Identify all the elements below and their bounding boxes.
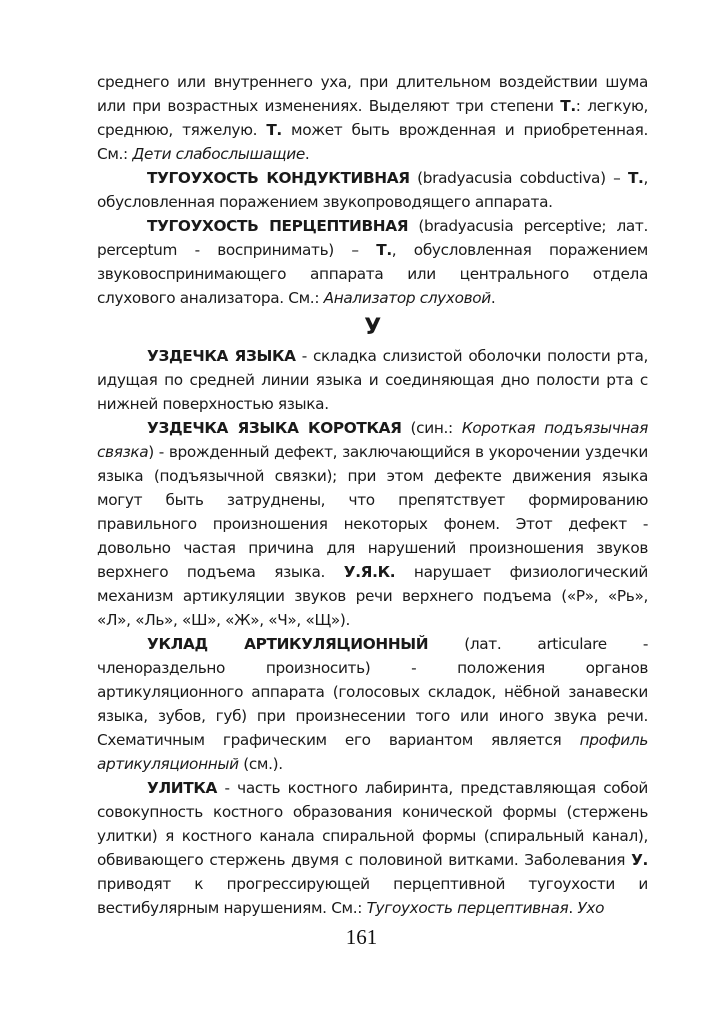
cross-reference: Дети слабослышащие bbox=[132, 145, 305, 163]
text-run: , обусловленная поражением звукопроводящего аппарата. bbox=[97, 169, 648, 211]
entry-term: ТУГОУХОСТЬ КОНДУКТИВНАЯ bbox=[147, 169, 410, 187]
entry-tugoukhost-konduktivnaya bbox=[97, 166, 648, 214]
text-run: (см.). bbox=[238, 755, 283, 773]
abbrev-bold: Т. bbox=[627, 169, 644, 187]
page-number: 161 bbox=[345, 925, 378, 949]
text-run: . bbox=[490, 289, 496, 307]
text-run: (син.: bbox=[401, 419, 462, 437]
entry-term: ТУГОУХОСТЬ ПЕРЦЕПТИВНАЯ bbox=[147, 217, 409, 235]
entry-ulitka bbox=[97, 776, 648, 920]
entry-term: УЗДЕЧКА ЯЗЫКА bbox=[147, 347, 296, 365]
abbrev-bold: Т. bbox=[560, 97, 576, 115]
cross-reference: Тугоухость перцептивная bbox=[366, 899, 569, 917]
text-run: (bradyacusia perceptive; лат. perceptum - воспринимать) – bbox=[97, 217, 648, 259]
entry-term: УКЛАД АРТИКУЛЯЦИОННЫЙ bbox=[147, 635, 429, 653]
entry-term: УЗДЕЧКА ЯЗЫКА КОРОТКАЯ bbox=[147, 419, 402, 437]
cross-reference: Ухо bbox=[577, 899, 605, 917]
cross-reference: профиль артикуляционный bbox=[97, 731, 648, 773]
text-run: - складка слизистой оболочки полости рта, идущая по средней линии языка и соединяющая дно полости рта с нижней поверхностью языка. bbox=[97, 347, 648, 413]
text-run: (bradyacusia cobductiva) – bbox=[409, 169, 628, 187]
abbrev-bold: У.Я.К. bbox=[343, 563, 396, 581]
page-body bbox=[97, 70, 648, 920]
entry-uzdechka-yazyka bbox=[97, 344, 648, 416]
text-run: . bbox=[304, 145, 310, 163]
cross-reference: Анализатор слуховой bbox=[323, 289, 491, 307]
text-run: приводят к прогрессирующей перцептивной тугоухости и вестибулярным нарушениям. См.: bbox=[97, 875, 648, 917]
entry-uzdechka-yazyka-korotkaya bbox=[97, 416, 648, 632]
text-run: (лат. articulare - членораздельно произносить) - положения органов артикуляционного аппарата (голосовых складок, нёбной занавески языка, зубов, губ) при произнесении того или иного звука речи. Схематичным графическим его вариантом является bbox=[97, 635, 648, 749]
text-run: : легкую, среднюю, тяжелую. bbox=[97, 97, 649, 139]
abbrev-bold: Т. bbox=[266, 121, 282, 139]
text-run: может быть врожденная и приобретенная. См.: bbox=[97, 121, 648, 163]
paragraph-continuation bbox=[97, 70, 648, 166]
entry-term: УЛИТКА bbox=[147, 779, 217, 797]
section-letter-heading: У bbox=[364, 315, 381, 340]
synonym: Короткая подъязычная связка bbox=[97, 419, 648, 461]
text-run: нарушает физиологический механизм артикуляции звуков речи верхнего подъема («Р», «Рь», «Л», «Ль», «Ш», «Ж», «Ч», «Щ»). bbox=[97, 563, 648, 629]
entry-uklad-artikulyacionnyi bbox=[97, 632, 648, 776]
abbrev-bold: У. bbox=[631, 851, 648, 869]
text-run: , обусловленная поражением звуковоспринимающего аппарата или центрального отдела слухового анализатора. См.: bbox=[97, 241, 648, 307]
text-run: . bbox=[568, 899, 578, 917]
entry-tugoukhost-perceptivnaya bbox=[97, 214, 648, 310]
text-run: - часть костного лабиринта, представляющая собой совокупность костного образования конической формы (стержень улитки) я костного канала спиральной формы (спиральный канал), обвивающего стержень двумя с половиной витками. Заболевания bbox=[97, 779, 648, 869]
text-run: ) - врожденный дефект, заключающийся в укорочении уздечки языка (подъязычной связки); при этом дефекте движения языка могут быть затруднены, что препятствует формированию правильного произношения некоторых фонем. Этот дефект - довольно частая причина для нарушений произношения звуков верхнего подъема языка. bbox=[97, 443, 648, 581]
text-run: среднего или внутреннего уха, при длительном воздействии шума или при возрастных изменениях. Выделяют три степени bbox=[97, 73, 648, 115]
abbrev-bold: Т. bbox=[376, 241, 392, 259]
